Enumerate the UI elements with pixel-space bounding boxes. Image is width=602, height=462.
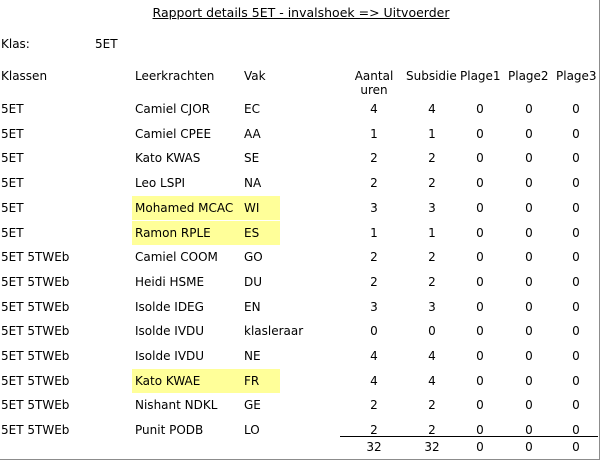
cell-subsidie: 4 — [428, 102, 436, 116]
cell-plage3: 0 — [572, 225, 580, 240]
cell-uren: 4 — [370, 349, 378, 363]
table-row — [0, 245, 602, 270]
cell-leerkracht: Camiel CPEE — [135, 126, 212, 141]
cell-subsidie: 4 — [428, 373, 436, 388]
cell-subsidie: 4 — [428, 349, 436, 363]
cell-plage2: 0 — [525, 398, 533, 413]
cell-subsidie: 2 — [428, 176, 436, 191]
cell-vak: EN — [244, 299, 261, 314]
totals-row — [0, 440, 602, 458]
cell-klassen: 5ET — [1, 176, 24, 191]
cell-plage1: 0 — [476, 126, 484, 141]
cell-plage1: 0 — [476, 225, 484, 240]
cell-plage2: 0 — [525, 151, 533, 166]
klas-value: 5ET — [95, 37, 118, 51]
cell-plage2: 0 — [525, 299, 533, 314]
cell-plage3: 0 — [572, 373, 580, 388]
cell-leerkracht: Isolde IVDU — [135, 324, 205, 339]
cell-subsidie: 3 — [428, 299, 436, 314]
cell-vak: AA — [244, 126, 261, 141]
header-plage2: Plage2 — [508, 69, 549, 83]
cell-vak: GE — [244, 398, 261, 413]
cell-klassen: 5ET 5TWEb — [1, 373, 70, 388]
cell-plage2: 0 — [525, 250, 533, 265]
total-plage2: 0 — [525, 440, 533, 454]
cell-plage1: 0 — [476, 102, 484, 116]
cell-plage3: 0 — [572, 324, 580, 339]
cell-plage2: 0 — [525, 274, 533, 289]
cell-uren: 3 — [370, 200, 378, 215]
cell-klassen: 5ET 5TWEb — [1, 349, 70, 363]
cell-plage1: 0 — [476, 250, 484, 265]
cell-subsidie: 2 — [428, 274, 436, 289]
table-row — [0, 221, 602, 246]
table-row — [0, 122, 602, 147]
cell-plage1: 0 — [476, 373, 484, 388]
cell-plage1: 0 — [476, 324, 484, 339]
cell-leerkracht: Kato KWAS — [135, 151, 201, 166]
header-leerkrachten: Leerkrachten — [135, 69, 215, 83]
cell-vak: DU — [244, 274, 263, 289]
cell-plage1: 0 — [476, 349, 484, 363]
cell-leerkracht: Kato KWAE — [135, 373, 201, 388]
cell-plage1: 0 — [476, 176, 484, 191]
cell-klassen: 5ET — [1, 225, 24, 240]
header-subsidie: Subsidie — [406, 69, 457, 83]
cell-plage1: 0 — [476, 200, 484, 215]
totals-divider — [340, 436, 598, 437]
header-aantal-uren — [350, 69, 398, 97]
total-uren: 32 — [366, 440, 382, 454]
cell-subsidie: 1 — [428, 126, 436, 141]
table-row — [0, 146, 602, 171]
table-row — [0, 295, 602, 320]
cell-plage3: 0 — [572, 274, 580, 289]
total-plage3: 0 — [572, 440, 580, 454]
cell-vak: GO — [244, 250, 263, 265]
table-row — [0, 171, 602, 196]
total-subsidie: 32 — [424, 440, 440, 454]
cell-subsidie: 2 — [428, 151, 436, 166]
cell-vak: SE — [244, 151, 260, 166]
total-plage1: 0 — [476, 440, 484, 454]
cell-plage2: 0 — [525, 373, 533, 388]
cell-plage1: 0 — [476, 423, 484, 438]
cell-klassen: 5ET 5TWEb — [1, 398, 70, 413]
cell-plage3: 0 — [572, 151, 580, 166]
cell-subsidie: 2 — [428, 398, 436, 413]
cell-uren: 4 — [370, 102, 378, 116]
cell-plage3: 0 — [572, 299, 580, 314]
cell-vak: ES — [244, 225, 260, 240]
cell-klassen: 5ET — [1, 200, 24, 215]
cell-plage2: 0 — [525, 176, 533, 191]
cell-leerkracht: Punit PODB — [135, 423, 204, 438]
cell-klassen: 5ET 5TWEb — [1, 299, 70, 314]
cell-klassen: 5ET 5TWEb — [1, 423, 70, 438]
table-row — [0, 344, 602, 369]
cell-vak: NE — [244, 349, 261, 363]
header-vak: Vak — [244, 69, 266, 83]
table-row — [0, 196, 602, 221]
cell-uren: 3 — [370, 299, 378, 314]
table-row — [0, 319, 602, 344]
table-row — [0, 270, 602, 295]
cell-klassen: 5ET — [1, 151, 24, 166]
table-row — [0, 369, 602, 394]
cell-leerkracht: Nishant NDKL — [135, 398, 218, 413]
cell-plage2: 0 — [525, 349, 533, 363]
cell-uren: 1 — [370, 126, 378, 141]
cell-vak: EC — [244, 102, 260, 116]
cell-klassen: 5ET — [1, 102, 24, 116]
cell-leerkracht: Mohamed MCAC — [135, 200, 234, 215]
header-uren-line1: Aantal — [354, 69, 394, 83]
cell-plage1: 0 — [476, 151, 484, 166]
cell-leerkracht: Camiel CJOR — [135, 102, 210, 116]
cell-klassen: 5ET 5TWEb — [1, 324, 70, 339]
cell-subsidie: 0 — [428, 324, 436, 339]
cell-uren: 2 — [370, 398, 378, 413]
cell-plage2: 0 — [525, 126, 533, 141]
cell-plage3: 0 — [572, 126, 580, 141]
cell-vak: WI — [244, 200, 260, 215]
header-plage1: Plage1 — [460, 69, 501, 83]
cell-plage2: 0 — [525, 423, 533, 438]
cell-leerkracht: Heidi HSME — [135, 274, 205, 289]
cell-plage2: 0 — [525, 225, 533, 240]
cell-klassen: 5ET 5TWEb — [1, 274, 70, 289]
cell-plage2: 0 — [525, 200, 533, 215]
cell-plage3: 0 — [572, 349, 580, 363]
cell-leerkracht: Leo LSPI — [135, 176, 186, 191]
cell-plage1: 0 — [476, 274, 484, 289]
cell-subsidie: 1 — [428, 225, 436, 240]
cell-uren: 2 — [370, 274, 378, 289]
table-row — [0, 393, 602, 418]
cell-plage3: 0 — [572, 250, 580, 265]
cell-subsidie: 2 — [428, 423, 436, 438]
cell-uren: 0 — [370, 324, 378, 339]
cell-uren: 2 — [370, 176, 378, 191]
cell-vak: klasleraar — [244, 324, 304, 339]
cell-plage3: 0 — [572, 423, 580, 438]
cell-uren: 2 — [370, 423, 378, 438]
header-uren-line2: uren — [360, 83, 388, 97]
table-row — [0, 97, 602, 122]
cell-uren: 4 — [370, 373, 378, 388]
cell-plage3: 0 — [572, 176, 580, 191]
cell-uren: 2 — [370, 151, 378, 166]
cell-uren: 1 — [370, 225, 378, 240]
cell-plage2: 0 — [525, 102, 533, 116]
header-plage3: Plage3 — [556, 69, 597, 83]
cell-uren: 2 — [370, 250, 378, 265]
cell-leerkracht: Ramon RPLE — [135, 225, 211, 240]
cell-leerkracht: Isolde IDEG — [135, 299, 204, 314]
cell-klassen: 5ET 5TWEb — [1, 250, 70, 265]
klas-label: Klas: — [1, 37, 30, 51]
cell-klassen: 5ET — [1, 126, 24, 141]
cell-plage1: 0 — [476, 299, 484, 314]
cell-subsidie: 3 — [428, 200, 436, 215]
cell-plage2: 0 — [525, 324, 533, 339]
cell-plage3: 0 — [572, 200, 580, 215]
cell-vak: FR — [244, 373, 260, 388]
report-title: Rapport details 5ET - invalshoek => Uitvoerder — [152, 5, 450, 20]
cell-leerkracht: Isolde IVDU — [135, 349, 205, 363]
cell-leerkracht: Camiel COOM — [135, 250, 218, 265]
header-klassen: Klassen — [1, 69, 48, 83]
cell-subsidie: 2 — [428, 250, 436, 265]
cell-vak: NA — [244, 176, 262, 191]
cell-vak: LO — [244, 423, 260, 438]
cell-plage1: 0 — [476, 398, 484, 413]
cell-plage3: 0 — [572, 398, 580, 413]
cell-plage3: 0 — [572, 102, 580, 116]
